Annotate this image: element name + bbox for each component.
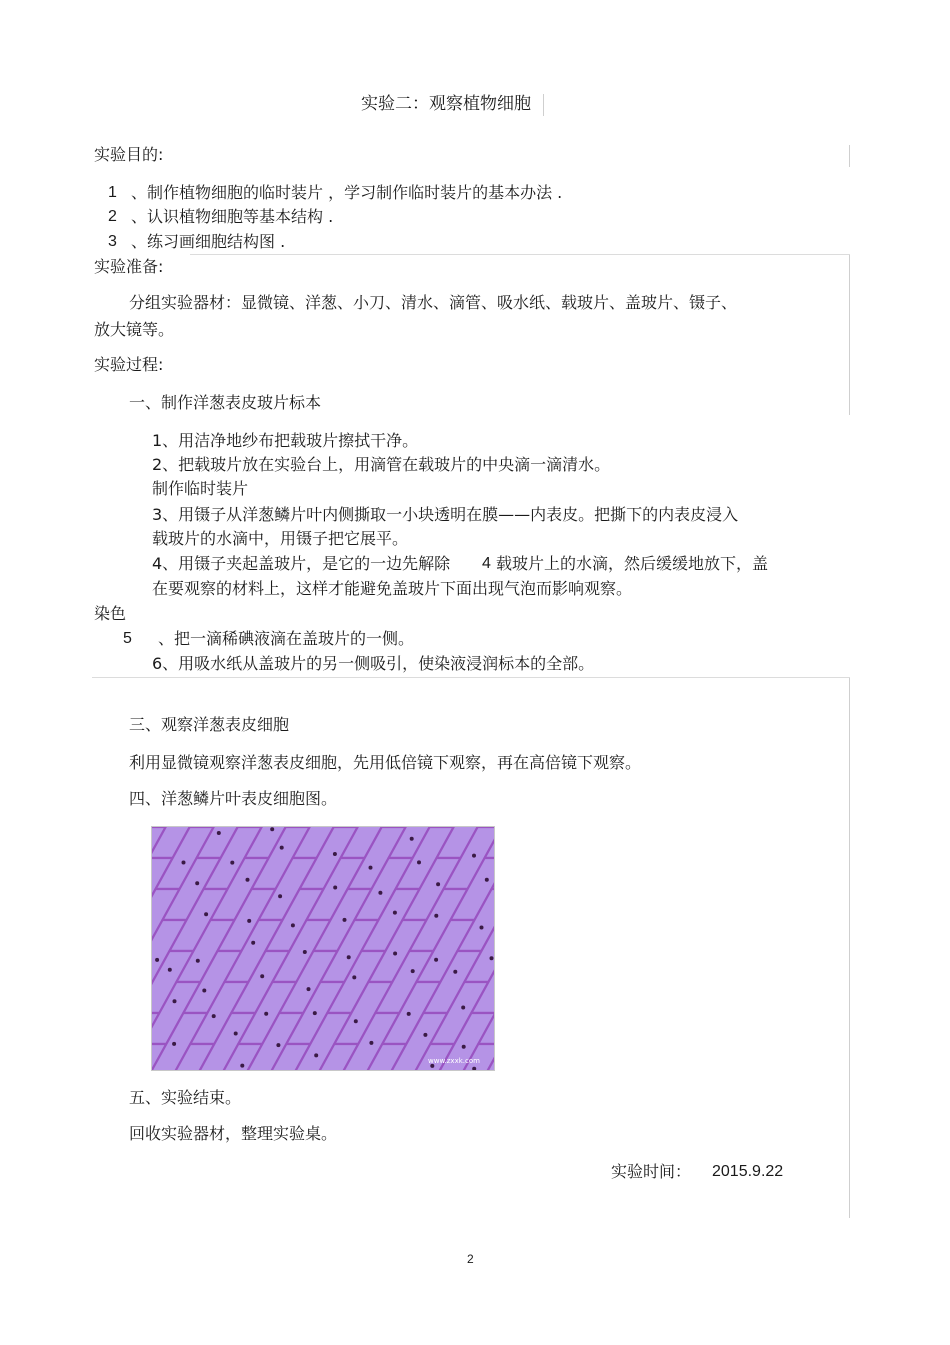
cell-nucleus [270,827,274,831]
cell-nucleus [291,923,295,927]
cell-nucleus [217,831,221,835]
section-4-heading: 四、洋葱鳞片叶表皮细胞图。 [129,789,338,808]
preparation-line-2: 放大镜等。 [94,320,175,339]
cell-nucleus [410,837,414,841]
step-4-line-1a: 4、用镊子夹起盖玻片，是它的一边先解除 [152,554,451,573]
border-line-title [543,94,544,116]
cell-nucleus [343,918,347,922]
cell-nucleus [480,926,484,930]
cell-nucleus [182,861,186,865]
cell-nucleus [472,854,476,858]
process-heading: 实验过程: [94,355,164,374]
cell-nucleus [393,952,397,956]
page-title: 实验二：观察植物细胞 [361,94,531,114]
cell-nucleus [240,1064,244,1068]
cell-nucleus [434,958,438,962]
cell-nucleus [369,866,373,870]
purpose-item-1-num: 1 [108,184,117,201]
step-1: 1、用洁净地纱布把载玻片擦拭干净。 [152,431,419,450]
date-value: 2015.9.22 [712,1163,784,1180]
cell-nucleus [436,882,440,886]
cell-nucleus [313,1011,317,1015]
cell-nucleus [417,860,421,864]
date-label: 实验时间： [611,1162,692,1181]
cell-nucleus [333,852,337,856]
cell-nucleus [393,911,397,915]
cell-nucleus [462,1045,466,1049]
preparation-line-1: 分组实验器材：显微镜、洋葱、小刀、清水、滴管、吸水纸、载玻片、盖玻片、镊子、 [129,293,738,312]
cell-nucleus [278,894,282,898]
cell-nucleus [453,970,457,974]
cell-nucleus [264,1012,268,1016]
cell-nucleus [173,999,177,1003]
cell-nucleus [352,975,356,979]
cell-nucleus [490,956,494,960]
step-3-line-2: 载玻片的水滴中，用镊子把它展平。 [152,529,409,548]
preparation-heading: 实验准备: [94,257,164,276]
step-3-line-1: 3、用镊子从洋葱鳞片叶内侧撕取一小块透明在膜——内表皮。把撕下的内表皮浸入 [152,505,739,524]
cell-nucleus [230,861,234,865]
onion-cell-figure [151,826,495,1071]
section-3-text: 利用显微镜观察洋葱表皮细胞，先用低倍镜下观察，再在高倍镜下观察。 [129,753,642,772]
cell-nucleus [407,1012,411,1016]
cell-nucleus [202,989,206,993]
purpose-item-2: 、认识植物细胞等基本结构 . [131,207,334,226]
purpose-item-3: 、练习画细胞结构图 . [131,232,286,251]
cell-nucleus [461,1006,465,1010]
section-5-heading: 五、实验结束。 [129,1088,242,1107]
cell-nucleus [204,912,208,916]
purpose-item-1: 、制作植物细胞的临时装片 ，学习制作临时装片的基本办法 . [131,183,563,202]
step-5-num: 5 [123,630,132,647]
cell-nucleus [434,914,438,918]
step-4-line-2: 在要观察的材料上，这样才能避免盖玻片下面出现气泡而影响观察。 [152,579,633,598]
section-5-text: 回收实验器材，整理实验桌。 [129,1124,338,1143]
step-2: 2、把载玻片放在实验台上，用滴管在载玻片的中央滴一滴清水。 [152,455,611,474]
border-line-top-2 [92,677,850,678]
purpose-item-3-num: 3 [108,233,117,250]
purpose-item-2-num: 2 [108,208,117,225]
section-3-heading: 三、观察洋葱表皮细胞 [129,715,290,734]
cell-nucleus [195,881,199,885]
cell-nucleus [378,891,382,895]
border-line-right-1 [849,145,850,167]
cell-nucleus [354,1019,358,1023]
cell-nucleus [246,878,250,882]
cell-nucleus [172,1042,176,1046]
cell-nucleus [307,987,311,991]
purpose-heading: 实验目的: [94,145,164,164]
border-line-right-3 [849,678,850,1218]
border-line-top-1 [190,254,850,255]
page-number: 2 [467,1252,474,1266]
cell-nucleus [212,1014,216,1018]
cell-nucleus [276,1043,280,1047]
cell-nucleus [196,959,200,963]
stain-heading: 染色 [94,604,127,623]
step-4-line-1b: 载玻片上的水滴，然后缓缓地放下，盖 [496,554,769,573]
cell-nucleus [303,950,307,954]
cell-nucleus [280,846,284,850]
cell-nucleus [155,958,159,962]
cell-nucleus [423,1033,427,1037]
cell-nucleus [411,969,415,973]
step-4-num: 4 [482,555,491,572]
step-5: 、把一滴稀碘液滴在盖玻片的一侧。 [158,629,415,648]
cell-nucleus [247,919,251,923]
cell-nucleus [260,974,264,978]
cell-nucleus [369,1041,373,1045]
cell-nucleus [251,941,255,945]
sub-heading-mount: 制作临时装片 [152,479,249,498]
cell-nucleus [485,878,489,882]
cell-nucleus [347,955,351,959]
cell-nucleus [333,886,337,890]
section-1-heading: 一、制作洋葱表皮玻片标本 [129,393,322,412]
cell-nucleus [314,1053,318,1057]
step-6: 6、用吸水纸从盖玻片的另一侧吸引，使染液浸润标本的全部。 [152,654,595,673]
border-line-right-2 [849,255,850,415]
cell-nucleus [234,1032,238,1036]
figure-watermark: www.zxxk.com [428,1057,480,1065]
cell-nucleus [168,968,172,972]
